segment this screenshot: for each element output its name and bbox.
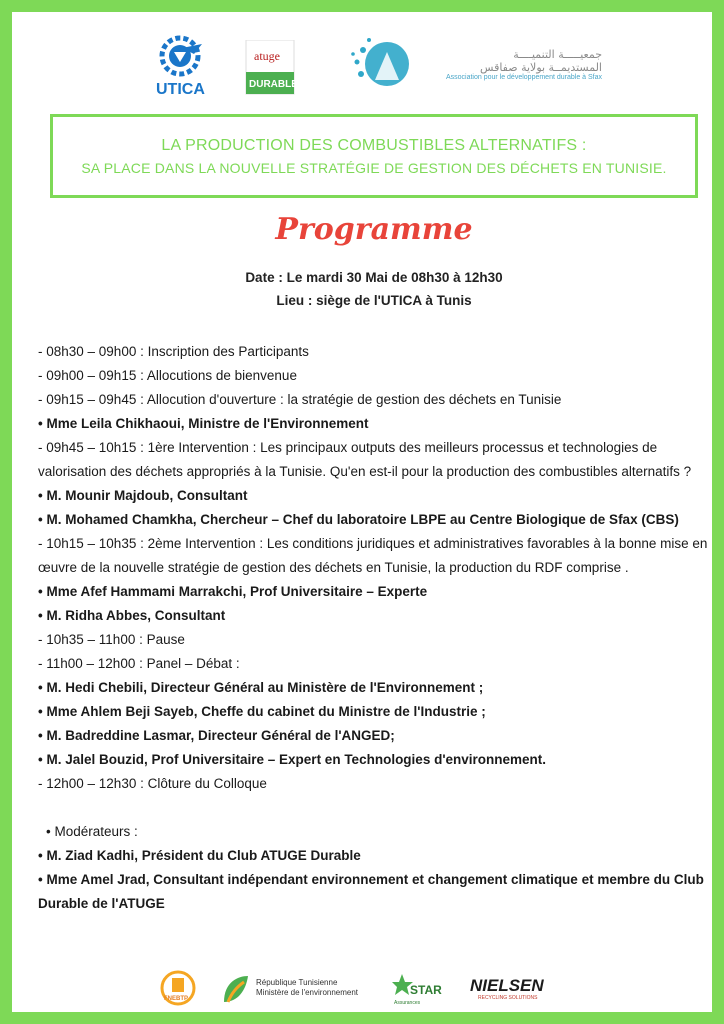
ministere-text <box>256 978 358 998</box>
sponsor-logos <box>160 968 560 1010</box>
durable-text: DURABLE <box>249 79 298 90</box>
association-text-logo <box>440 48 602 96</box>
atuge-durable-logo <box>244 40 314 96</box>
atuge-text: atuge <box>254 49 280 63</box>
event-date: Date : Le mardi 30 Mai de 08h30 à 12h30 <box>245 270 503 285</box>
ministere-logo <box>218 972 254 1006</box>
association-arabic-line2: المستديمــة بولاية صفاقس <box>480 61 602 74</box>
title-line-1: LA PRODUCTION DES COMBUSTIBLES ALTERNATIFS : <box>161 137 587 154</box>
nielsen-logo: NIELSEN <box>470 976 544 995</box>
speaker-item: • Mme Leila Chikhaoui, Ministre de l'Environnement <box>38 416 369 431</box>
speaker-item: • M. Mounir Majdoub, Consultant <box>38 488 248 503</box>
list-item: - 09h15 – 09h45 : Allocution d'ouverture : la stratégie de gestion des déchets en Tunisie <box>38 392 562 407</box>
utica-logo <box>152 30 222 100</box>
association-dots-logo <box>347 30 419 100</box>
star-sub: Assurances <box>394 1000 421 1006</box>
association-arabic-line1: جمعيـــــة التنميــــة <box>513 48 602 61</box>
programme-list <box>38 340 710 916</box>
ministere-line1: République Tunisienne <box>256 978 338 987</box>
title-line-2: SA PLACE DANS LA NOUVELLE STRATÉGIE DE GESTION DES DÉCHETS EN TUNISIE. <box>81 160 667 176</box>
fnebtp-text: FNEBTP <box>164 996 188 1002</box>
list-item: - 12h00 – 12h30 : Clôture du Colloque <box>38 776 267 791</box>
list-item: - 08h30 – 09h00 : Inscription des Participants <box>38 344 309 359</box>
speaker-item: • M. Hedi Chebili, Directeur Général au Ministère de l'Environnement ; <box>38 680 484 695</box>
fnebtp-logo <box>160 970 196 1006</box>
title-box <box>50 114 698 198</box>
star-text: STAR <box>410 983 442 997</box>
ministere-line2: Ministère de l'environnement <box>256 988 359 997</box>
speaker-item: • M. Jalel Bouzid, Prof Universitaire – Expert en Technologies d'environnement. <box>38 752 547 767</box>
nielsen-sub: RECYCLING SOLUTIONS <box>478 995 538 1001</box>
speaker-item: • Mme Ahlem Beji Sayeb, Cheffe du cabinet du Ministre de l'Industrie ; <box>38 704 486 719</box>
programme-heading: Programme <box>275 212 473 247</box>
spacer <box>38 796 710 820</box>
speaker-item: • M. Mohamed Chamkha, Chercheur – Chef du laboratoire LBPE au Centre Biologique de Sfax (CBS) <box>38 512 679 527</box>
list-item: - 09h45 – 10h15 : 1ère Intervention : Les principaux outputs des meilleurs processus et technologies de valorisation des déchets appropriés à la Tunisie. Qu'en est-il pour la production des combustibles alternatifs ? <box>38 440 692 479</box>
utica-text: UTICA <box>156 81 205 98</box>
moderators-heading: • Modérateurs : <box>46 824 138 839</box>
star-logo <box>392 972 442 1008</box>
list-item: - 09h00 – 09h15 : Allocutions de bienvenue <box>38 368 297 383</box>
list-item: - 10h15 – 10h35 : 2ème Intervention : Les conditions juridiques et administratives favorables à la bonne mise en œuvre de la nouvelle stratégie de gestion des déchets en Tunisie, la production du RDF comprise . <box>38 536 708 575</box>
event-location: Lieu : siège de l'UTICA à Tunis <box>276 293 472 308</box>
moderator-item: • Mme Amel Jrad, Consultant indépendant environnement et changement climatique et membre du Club Durable de l'ATUGE <box>38 872 704 911</box>
header-logos <box>152 30 602 100</box>
speaker-item: • M. Badreddine Lasmar, Directeur Général de l'ANGED; <box>38 728 395 743</box>
association-french-name: Association pour le développement durable à Sfax <box>445 74 602 81</box>
list-item: - 10h35 – 11h00 : Pause <box>38 632 185 647</box>
moderator-item: • M. Ziad Kadhi, Président du Club ATUGE Durable <box>38 848 361 863</box>
speaker-item: • M. Ridha Abbes, Consultant <box>38 608 226 623</box>
speaker-item: • Mme Afef Hammami Marrakchi, Prof Universitaire – Experte <box>38 584 428 599</box>
list-item: - 11h00 – 12h00 : Panel – Débat : <box>38 656 240 671</box>
